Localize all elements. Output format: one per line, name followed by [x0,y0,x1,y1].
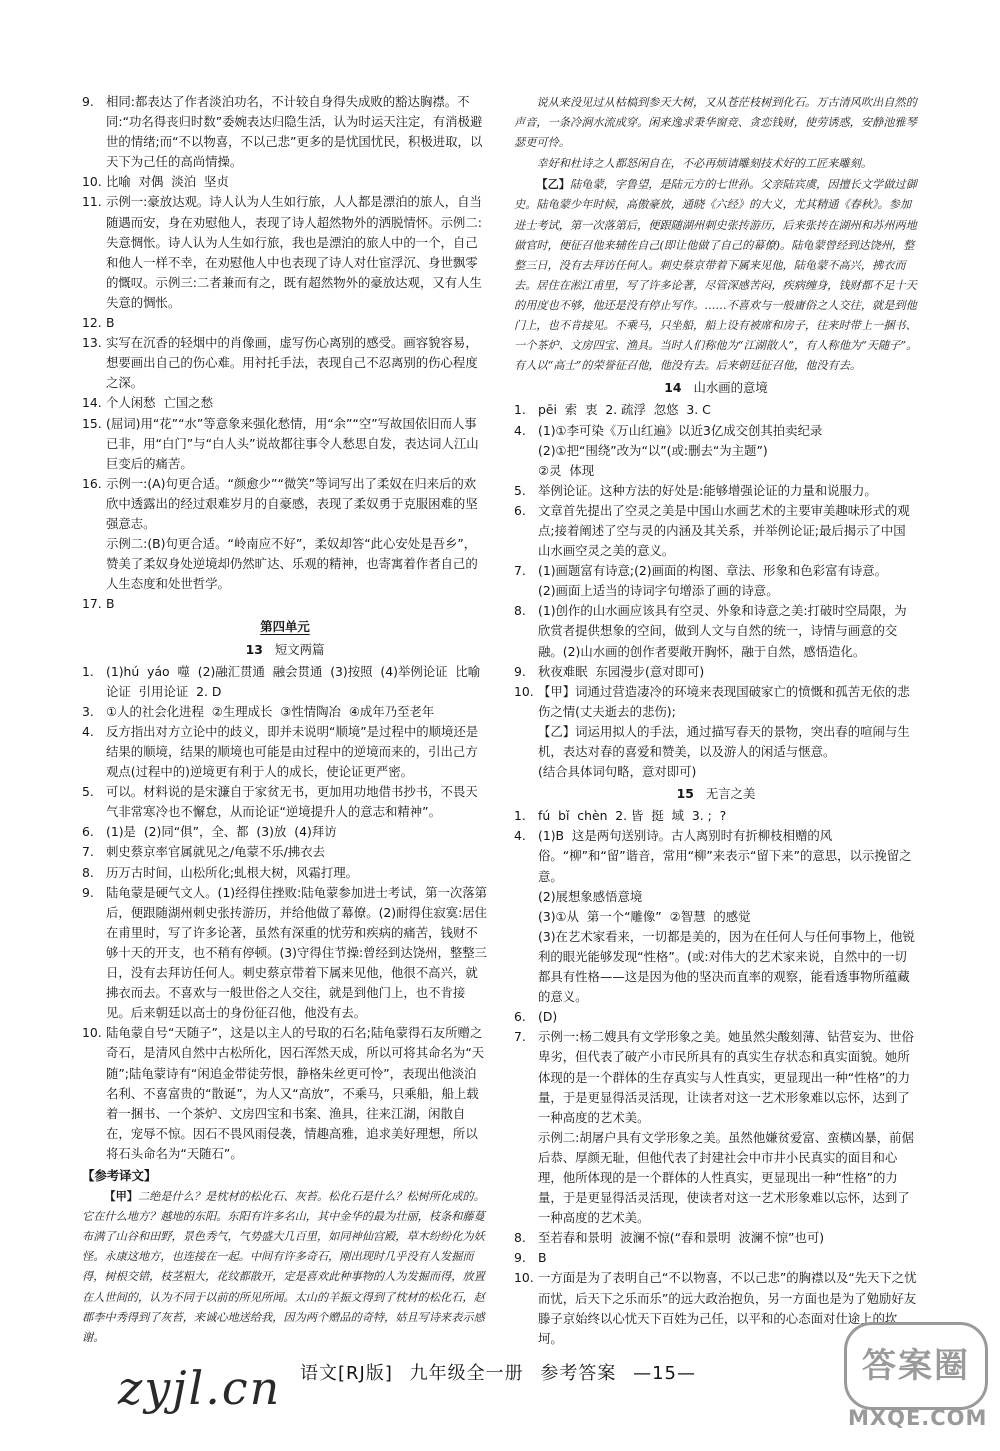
answer-number: 10. [514,1270,534,1286]
answer-item [82,822,488,842]
answer-number: 14. [82,395,102,411]
answer-number: 17. [82,596,102,612]
answer-text: (1)是 (2)同“俱”，全、都 (3)放 (4)拜访 [106,824,337,840]
answer-text: 至若春和景明 波澜不惊(“春和景明 波澜不惊”也可) [538,1230,825,1246]
lesson-number: 14 [664,380,682,396]
lesson-title [514,784,918,804]
answer-number: 15. [82,415,102,431]
answer-number: 6. [514,1009,526,1025]
answer-text: (1)hú yáo 噬 (2)融汇贯通 融会贯通 (3)按照 (4)举例论证 比喻论证 引用论证 2. D [106,663,481,699]
answer-item [82,594,488,614]
answer-item [82,92,488,172]
left-column [82,92,488,1348]
answer-number: 8. [514,603,526,619]
answer-item [82,414,488,474]
answer-number: 7. [514,563,526,579]
answer-number: 10. [82,1025,102,1041]
answer-number: 10. [514,683,534,699]
answer-number: 7. [514,1029,526,1045]
footer-grade: 九年级全一册 [409,1363,524,1384]
answer-text: 实写在沉香的轻烟中的肖像画，虚写伤心离别的感受。画容貌容易，想要画出自己的伤心难。用衬托手法，表现自己不忍离别的伤心程度之深。 [106,335,478,391]
answer-number: 11. [82,194,102,210]
answer-item [82,172,488,192]
answer-number: 5. [514,482,526,498]
answer-item [514,826,918,1007]
answer-item [82,333,488,393]
answer-item [514,481,918,501]
watermark-url: MXQE.COM [848,1406,988,1430]
lesson-number: 15 [676,786,694,802]
answer-number: 12. [82,315,102,331]
answer-item [514,421,918,481]
answer-text: pēi 索 衷 2. 疏浮 忽悠 3. C [538,402,711,418]
answer-number: 9. [82,884,94,900]
answer-text: B [106,315,115,331]
answer-text: 文章首先提出了空灵之美是中国山水画艺术的主要审美趣味形式的观点;接着阐述了空与灵的内涵及其关系，并举例论证;最后揭示了中国山水画空灵之美的意义。 [538,502,910,559]
translation-text: 说从来没见过从枯槁到参天大树，又从苍茫枝树到化石。万古清风吹出自然的声音，一条冷涧水流成穿。闲来逸求秉华窗竞、贪恋钱财，使劳诱惑，安静池雅琴瑟更可怜。 [514,96,917,150]
answer-number: 9. [514,663,526,679]
answer-item [514,601,918,661]
answer-number: 7. [82,844,94,860]
answer-text: 相同:都表达了作者淡泊功名，不计较自身得失成败的豁达胸襟。不同:“功名得丧归时数”委婉表达归隐生活，认为时运天注定，有消极避世的情绪;而“不以物喜，不以己悲”更多的是忧国忧民，积极进取，以天下为己任的高尚情操。 [106,94,483,170]
answer-text: 比喻 对偶 淡泊 坚贞 [106,174,229,190]
answer-number: 4. [514,422,526,438]
answer-text: (1)创作的山水画应该具有空灵、外象和诗意之美:打破时空局限，为欣赏者提供想象的空间，做到人文与自然的统一，诗情与画意的交融。(2)山水画的创作者要敞开胸怀，融于自然，感悟造化。 [538,603,907,659]
answer-number: 9. [82,94,94,109]
page-number: —15— [633,1363,696,1384]
lesson-number: 13 [245,641,263,657]
lesson-title [82,640,488,660]
watermark-right-logo [838,1322,988,1434]
answer-text: 可以。材料说的是宋濂自于家贫无书，更加用功地借书抄书，不畏天气非常寒冷也不懈怠，从而论证“逆境提升人的意志和精神”。 [106,784,478,820]
answer-number: 16. [82,475,102,491]
lesson-name: 无言之美 [705,786,756,802]
answer-item [514,561,918,601]
answer-text: 反方指出对方立论中的歧义，即并未说明“顺境”是过程中的顺境还是结果的顺境，结果的顺境也可能是由过程中的逆境而来的，引出己方观点(过程中的)逆境更有利于人的成长，使论证更严密。 [106,723,479,780]
answer-item [514,501,918,561]
watermark-left: zyjl.cn [118,1361,282,1415]
answer-text: 秋夜难眠 东园漫步(意对即可) [538,663,705,679]
answer-item [82,883,488,1024]
answer-text: 一方面是为了表明自己“不以物喜，不以己悲”的胸襟以及“先天下之忧而忧，后天下之乐而乐”的远大政治抱负，另一方面也是为了勉励好友滕子京始终以心忧天下百姓为己任，以平和的心态面对仕途上的坎坷。 [538,1270,917,1346]
answer-number: 4. [82,723,94,739]
answer-item [82,863,488,883]
answer-number: 10. [82,174,102,190]
answer-text: (1)B 这是两句送别诗。古人离别时有折柳枝相赠的风俗。“柳”和“留”谐音，常用“柳”来表示“留下来”的意思，以示挽留之意。 (2)展想象感悟意境 (3)①从 第一个“雕像” ②智慧 的感觉 (3)在艺术家看来，一切都是美的，因为在任何人与任何事物上，他锐利的眼光能够发现“性格”。(或:对伟大的艺术家来说，自然中的一切都具有性格——这是因为他的坚决而直率的观察，能看透事物所蕴藏的意义。 [538,828,915,1005]
answer-text: 示例一:杨二嫂具有文学形象之美。她虽然尖酸刻薄、钻营妄为、世俗卑劣，但代表了破产小市民所具有的真实生存状态和真实面貌。她所体现的是一个群体的生存真实与人性真实，更显现出一种“性格”的力量，于是更显得活灵活现，让读者对这一艺术形象难以忘怀，达到了一种高度的艺术美。 示例二:胡屠户具有文学形象之美。虽然他嫌贫爱富、蛮横凶暴，前倨后恭、厚颜无耻，但他代表了封建社会中市井小民真实的面目和心理，他所体现的是一个群体的人性真实，更显现出一种“性格”的力量，于是更显得活灵活现，使读者对这一艺术形象难以忘怀，达到了一种高度的艺术美。 [538,1029,914,1226]
page-footer [300,1362,706,1387]
answer-item [82,192,488,313]
answer-item [514,1027,918,1228]
answer-item [514,806,918,826]
translation-text: 二绝是什么？是枕材的松化石、灰苔。松化石是什么？松树所化成的。它在什么地方？越地的东阳。东阳有许多名山，其中金华的最为壮丽，枝条和藤蔓布满了山谷和田野，景色秀气，气势盛大几百里，如同神仙宫殿，草木纷纷化为妖怪。永康这地方，也连接在一起。中间有许多奇石，刚出现时几乎没有人发掘而得，树根交错，枝茎粗大，花纹都散开，定是喜欢此种事物的人为发掘而得，放置在人世间的，认为不同于以前的所见所闻。太山的羊振文得到了枕材的松化石，赵郡李中秀得到了灰苔，来诚心地送给我，因为两个赠品的奇特，姑且写诗来表示感谢。 [82,1190,485,1344]
answer-text: 历万古时间，山松所化;虬根大树，风霜打理。 [106,864,358,880]
answer-item [82,702,488,722]
answer-text: 【甲】词通过营造凄冷的环境来表现国破家亡的愤慨和孤苦无依的悲伤之情(丈夫逝去的悲伤); 【乙】词运用拟人的手法，通过描写春天的景物，突出春的喧闹与生机，表达对春的喜爱和赞美，以及游人的闲适与惬意。 (结合具体词句略，意对即可) [538,683,910,780]
answer-item [82,722,488,782]
answer-item [82,782,488,822]
lesson-title [514,378,918,398]
translation-paragraph [514,92,918,153]
answer-item [514,682,918,782]
answer-number: 8. [82,864,94,880]
answer-text: 示例一:豪放达观。诗人认为人生如行旅，人人都是漂泊的旅人，自当随遇而安，身在劝慰他人，表现了诗人超然物外的洒脱情怀。示例二:失意惆怅。诗人认为人生如行旅，我也是漂泊的旅人中的一个，自己和他人一样不幸，在劝慰他人中也表现了诗人对仕宦浮沉、身世飘零的慨叹。示例三:二者兼而有之，既有超然物外的豪放达观，又有人生失意的惆怅。 [106,194,482,310]
answer-text: fú bǐ chèn 2. 皆 挺 域 3. ; ? [538,808,727,824]
answer-text: 刺史蔡京率官属就见之/龟蒙不乐/拂衣去 [106,844,325,860]
translation-paragraph [514,153,918,174]
answer-number: 1. [514,808,526,824]
answer-item [514,1007,918,1027]
answer-number: 4. [514,828,526,844]
answer-text: B [538,1250,547,1266]
translation-tag: 【乙】 [536,177,570,192]
answer-text: 个人闲愁 亡国之愁 [106,395,214,411]
answer-text: (D) [538,1009,558,1025]
translation-paragraph [514,174,918,376]
answer-text: ①人的社会化进程 ②生理成长 ③性情陶冶 ④成年乃至老年 [106,703,435,719]
footer-subject: 语文[RJ版] [300,1363,393,1384]
answer-item [82,313,488,333]
answer-number: 8. [514,1230,526,1246]
answer-item [82,393,488,413]
right-column [514,92,918,1349]
answer-number: 1. [82,663,94,679]
answer-item [82,1023,488,1164]
answer-text: (1)①李可染《万山红遍》以近3亿成交创其拍卖纪录 (2)①把“围绕”改为“以”(或:删去“为主题”) ②灵 体现 [538,422,823,478]
answer-item [514,1228,918,1248]
answer-item [82,474,488,595]
watermark-seal: 答案圈 [844,1322,988,1410]
answer-number: 3. [82,703,94,719]
translation-text: 幸好和杜诗之人都怒闲自在，不必再烦请雕刻技术好的工匠来雕刻。 [536,157,873,171]
translation-tag: 【甲】 [104,1189,138,1204]
footer-answers: 参考答案 [540,1363,617,1384]
answer-number: 13. [82,335,102,351]
answer-text: 示例一:(A)句更合适。“颜愈少”“微笑”等词写出了柔奴在归来后的欢欣中透露出的经过艰难岁月的自豪感，表现了柔奴勇于克服困难的坚强意志。 示例二:(B)句更合适。“岭南应不好”，柔奴却答“此心安处是吾乡”，赞美了柔奴身处逆境却仍然旷达、乐观的精神，也寄寓着作者自己的人生态度和处世哲学。 [106,475,478,592]
answer-number: 6. [514,502,526,518]
answer-text: (屈词)用“花”“水”等意象来强化愁情，用“余”“空”写故国依旧而人事已非，用“白门”与“白人头”说故都往事令人愁思自发，表达词人江山巨变后的痛苦。 [106,415,479,471]
answer-text: 陆龟蒙自号“天随子”，这是以主人的号取的石名;陆龟蒙得石友所赠之奇石，是清风自然中古松所化，因石浑然天成，所以可将其命名为“天随”;陆龟蒙诗有“闲追金带徒劳恨，静格朱丝更可怜”，表现出他淡泊名利、不喜富贵的“散诞”，为人又“高放”，不乘马，只乘船，船上载着一捆书、一个茶炉、文房四宝和书案、渔具，往来江湖，闲散自在，宠辱不惊。因石不畏风雨侵袭，情趣高雅，追求美好理想，所以将石头命名为“天随石”。 [106,1025,485,1161]
answer-text: 陆龟蒙是硬气文人。(1)经得住挫败:陆龟蒙参加进士考试，第一次落第后，便跟随湖州刺史张抟游历，并给他做了幕僚。(2)耐得住寂寞:居住在甫里时，写了许多论著，虽然有深重的忧劳和疾病的痛苦，钱财不够十天的开支，也不稍有停顿。(3)守得住节操:曾经到达饶州，整整三日，没有去拜访任何人。刺史蔡京带着下属来见他，他很不高兴，就拂衣而去。不喜欢与一般世俗之人交往，就是到他门上，也不肯接见。后来朝廷以高士的身份征召他，他没有去。 [106,884,488,1021]
translation-paragraph [82,1186,488,1348]
answer-item [82,662,488,702]
answer-item [514,662,918,682]
answer-item [82,842,488,862]
lesson-name: 山水画的意境 [693,380,768,396]
answer-text: 举例论证。这种方法的好处是:能够增强论证的力量和说服力。 [538,482,877,498]
reference-translation-label: 【参考译文】 [82,1167,157,1183]
answer-item [514,400,918,420]
answer-text: (1)画题富有诗意;(2)画面的构图、章法、形象和色彩富有诗意。 (2)画面上适当的诗词字句增添了画的诗意。 [538,563,888,599]
answer-number: 9. [514,1250,526,1266]
translation-text: 陆龟蒙，字鲁望，是陆元方的七世孙。父亲陆宾虞，因擅长文学做过御史。陆龟蒙少年时候，高傲豪放，通晓《六经》的大义，尤其精通《春秋》。参加进士考试，第一次落第后，便跟随湖州刺史张抟游历，后来张抟在湖州和苏州两地做官时，便征召他来辅佐自己(即让他做了自己的幕僚)。陆龟蒙曾经到达饶州，整整三日，没有去拜访任何人。刺史蔡京带着下属来见他，陆龟蒙不高兴，拂衣而去。居住在淞江甫里，写了许多论著，尽管深感苦闷，疾病缠身，钱财都不足十天的用度也不够，他还是没有停止写作。……不喜欢与一般庸俗之人交往，就是到他门上，也不肯接见。不乘马，只坐船，船上设有被席和房子，往来时带上一捆书、一个茶炉、文房四宝、渔具。当时人们称他为“江湖散人”，有人称他为“天随子”。有人以“高士”的荣誉征召他，他没有去。后来朝廷征召他，他没有去。 [514,178,918,373]
answer-item [514,1248,918,1268]
answer-text: B [106,596,115,612]
unit-title: 第四单元 [260,619,310,635]
answer-number: 6. [82,824,94,840]
answer-number: 5. [82,784,94,800]
lesson-name: 短文两篇 [274,641,325,657]
answer-number: 1. [514,402,526,418]
